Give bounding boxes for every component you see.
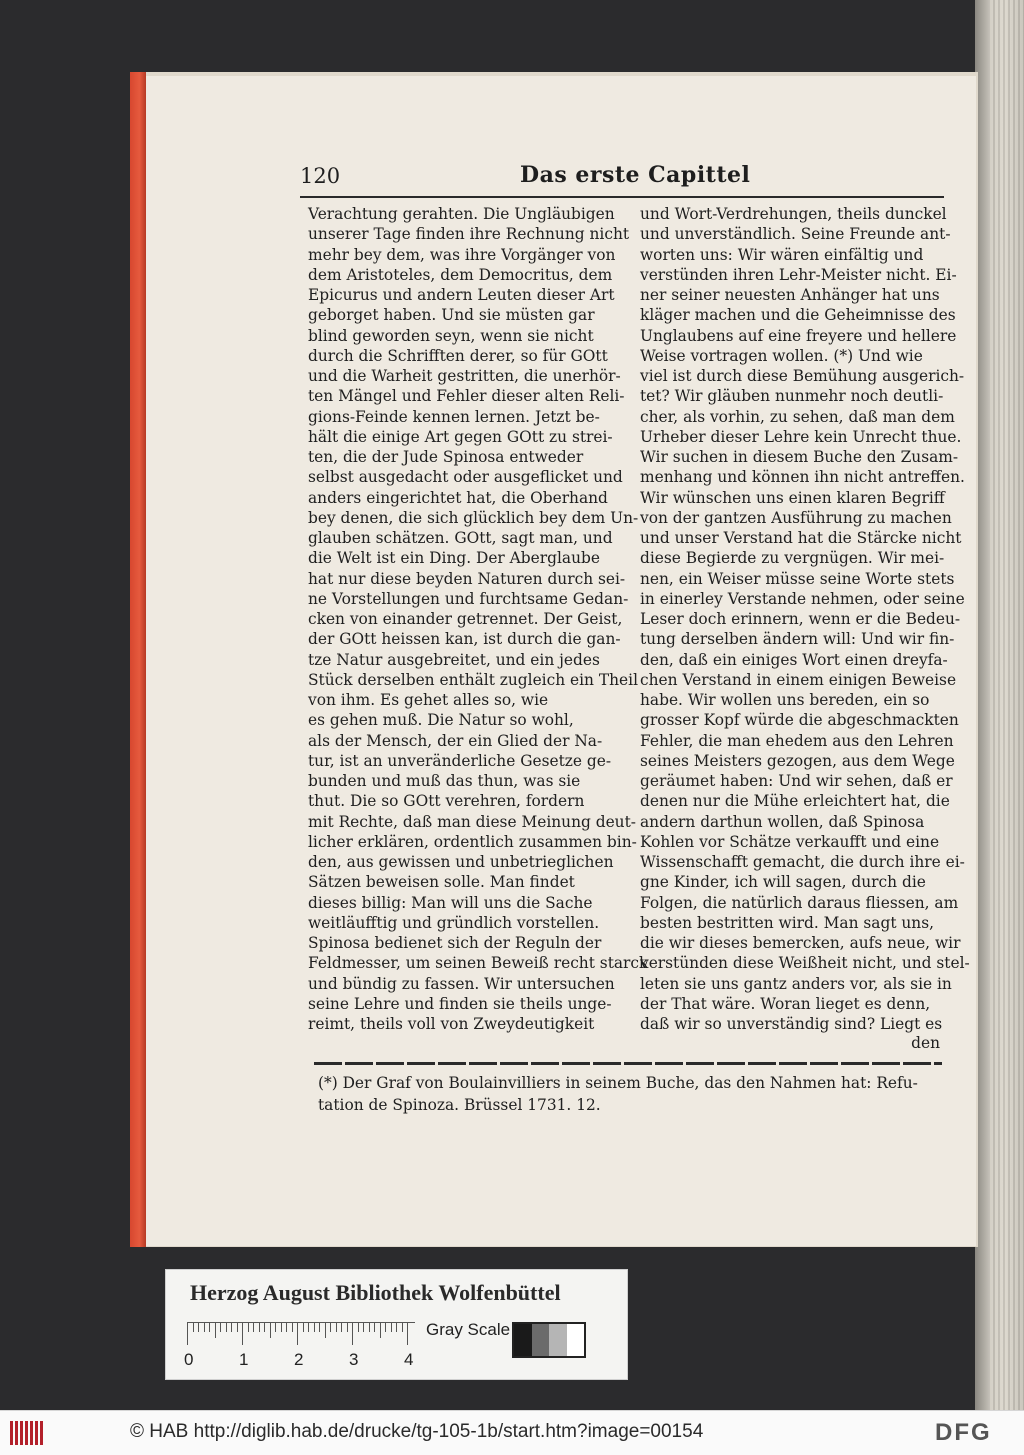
credit-text[interactable]: © HAB http://diglib.hab.de/drucke/tg-105-1b/start.htm?image=00154 bbox=[130, 1421, 704, 1442]
right-text-column bbox=[640, 204, 970, 1034]
ruler-tick bbox=[270, 1323, 271, 1338]
ruler-tick bbox=[297, 1323, 298, 1345]
gray-swatch-cell bbox=[549, 1324, 567, 1356]
text-line: geräumet haben: Und wir sehen, daß er bbox=[640, 772, 953, 790]
page-stack-edge bbox=[990, 0, 1024, 1410]
ruler-label: 3 bbox=[349, 1350, 359, 1369]
page-number: 120 bbox=[300, 164, 341, 188]
text-line: Wir suchen in diesem Buche den Zusam- bbox=[640, 448, 959, 466]
ruler-tick bbox=[231, 1323, 232, 1332]
text-line: Fehler, die man ehedem aus den Lehren bbox=[640, 731, 954, 750]
text-line: Urheber dieser Lehre kein Unrecht thue. bbox=[640, 427, 962, 446]
running-title: Das erste Capittel bbox=[520, 162, 751, 188]
text-line: Epicurus und andern Leuten dieser Art bbox=[308, 286, 615, 304]
ruler-tick bbox=[193, 1323, 194, 1332]
ruler-label: 2 bbox=[294, 1350, 304, 1369]
red-page-edge bbox=[130, 72, 146, 1247]
text-line: viel ist durch diese Bemühung ausgerich- bbox=[640, 367, 965, 385]
text-line: es gehen muß. Die Natur so wohl, bbox=[308, 711, 574, 730]
text-line: Kohlen vor Schätze verkaufft und eine bbox=[640, 832, 940, 851]
text-line: selbst ausgedacht oder ausgeflicket und bbox=[308, 468, 623, 487]
ruler-tick bbox=[341, 1323, 342, 1332]
text-line: ner seiner neuesten Anhänger hat uns bbox=[640, 286, 940, 304]
ruler-label: 4 bbox=[404, 1350, 414, 1369]
page-header bbox=[300, 162, 940, 192]
text-line: ne Vorstellungen und furchtsame Gedan- bbox=[308, 589, 629, 608]
text-line: Spinosa bedienet sich der Reguln der bbox=[308, 934, 602, 952]
ruler-tick bbox=[402, 1323, 403, 1332]
footnote-line: tation de Spinoza. Brüssel 1731. 12. bbox=[318, 1096, 601, 1114]
measurement-ruler bbox=[187, 1322, 415, 1345]
text-line: Leser doch erinnern, wenn er die Bedeu- bbox=[640, 610, 961, 628]
text-line: Wir wünschen uns einen klaren Begriff bbox=[640, 488, 945, 507]
ruler-tick bbox=[237, 1323, 238, 1332]
gray-swatch-cell bbox=[514, 1324, 532, 1356]
ruler-tick bbox=[336, 1323, 337, 1332]
text-line: reimt, theils voll von Zweydeutigkeit bbox=[308, 1015, 595, 1033]
text-line: nen, ein Weiser müsse seine Worte stets bbox=[640, 569, 955, 588]
text-line: Weise vortragen wollen. (*) Und wie bbox=[640, 346, 923, 365]
text-line: dem Aristoteles, dem Democritus, dem bbox=[308, 265, 613, 284]
catchword: den bbox=[911, 1034, 940, 1052]
ruler-tick bbox=[204, 1323, 205, 1332]
text-line: tung derselben ändern will: Und wir fin- bbox=[640, 630, 955, 649]
text-line: dieses billig: Man will uns die Sache bbox=[308, 893, 593, 912]
text-line: thut. Die so GOtt verehren, fordern bbox=[308, 792, 585, 811]
text-line: als der Mensch, der ein Glied der Na- bbox=[308, 731, 603, 750]
text-line: ten Mängel und Fehler dieser alten Reli- bbox=[308, 387, 625, 406]
text-line: grosser Kopf würde die abgeschmackten bbox=[640, 711, 959, 730]
text-line: verstünden ihren Lehr-Meister nicht. Ei- bbox=[640, 265, 957, 284]
footnote-rule bbox=[314, 1062, 942, 1065]
color-calibration-card bbox=[165, 1269, 628, 1380]
text-line: Feldmesser, um seinen Beweiß recht starck bbox=[308, 954, 649, 973]
ruler-tick bbox=[319, 1323, 320, 1332]
text-line: in einerley Verstande nehmen, oder seine bbox=[640, 589, 965, 608]
ruler-tick bbox=[264, 1323, 265, 1332]
text-line: und bündig zu fassen. Wir untersuchen bbox=[308, 974, 615, 993]
text-line: weitläufftig und gründlich vorstellen. bbox=[308, 913, 600, 932]
text-line: und unser Verstand hat die Stärcke nicht bbox=[640, 529, 962, 547]
text-line: die wir dieses bemercken, aufs neue, wir bbox=[640, 934, 961, 952]
hab-barcode-logo-icon bbox=[10, 1421, 44, 1445]
text-line: und unverständlich. Seine Freunde ant- bbox=[640, 225, 951, 244]
ruler-tick bbox=[352, 1323, 353, 1345]
ruler-tick bbox=[308, 1323, 309, 1332]
text-line: hält die einige Art gegen GOtt zu strei- bbox=[308, 427, 613, 446]
ruler-tick bbox=[369, 1323, 370, 1332]
text-line: anders eingerichtet hat, die Oberhand bbox=[308, 488, 608, 507]
ruler-tick bbox=[363, 1323, 364, 1332]
text-line: glauben schätzen. GOtt, sagt man, und bbox=[308, 529, 613, 547]
ruler-tick bbox=[396, 1323, 397, 1332]
ruler-tick bbox=[215, 1323, 216, 1338]
text-line: geborget haben. Und sie müsten gar bbox=[308, 306, 595, 325]
ruler-tick bbox=[220, 1323, 221, 1332]
text-line: und Wort-Verdrehungen, theils dunckel bbox=[640, 205, 947, 223]
ruler-tick bbox=[209, 1323, 210, 1332]
text-line: tur, ist an unveränderliche Gesetze ge- bbox=[308, 751, 612, 770]
text-line: von der gantzen Ausführung zu machen bbox=[640, 508, 952, 527]
ruler-tick bbox=[281, 1323, 282, 1332]
header-rule bbox=[300, 196, 944, 198]
text-line: seines Meisters gezogen, aus dem Wege bbox=[640, 751, 955, 770]
gray-swatch-cell bbox=[567, 1324, 585, 1356]
text-line: und die Warheit gestritten, die unerhör- bbox=[308, 367, 621, 385]
text-line: mit Rechte, daß man diese Meinung deut- bbox=[308, 812, 636, 831]
text-line: Unglaubens auf eine freyere und hellere bbox=[640, 326, 957, 345]
ruler-tick bbox=[407, 1323, 408, 1345]
ruler-tick bbox=[391, 1323, 392, 1332]
text-line: blind geworden seyn, wenn sie nicht bbox=[308, 326, 594, 345]
text-line: daß wir so unverständig sind? Liegt es bbox=[640, 1015, 943, 1033]
text-line: cher, als vorhin, zu sehen, daß man dem bbox=[640, 407, 955, 426]
ruler-label: 1 bbox=[239, 1350, 249, 1369]
text-line: verstünden diese Weißheit nicht, und stel- bbox=[640, 954, 970, 973]
text-line: der GOtt heissen kan, ist durch die gan- bbox=[308, 630, 621, 649]
footnote bbox=[318, 1072, 940, 1116]
ruler-tick bbox=[286, 1323, 287, 1332]
ruler-tick bbox=[358, 1323, 359, 1332]
ruler-tick bbox=[242, 1323, 243, 1345]
text-line: der That wäre. Woran lieget es denn, bbox=[640, 994, 931, 1013]
text-line: cken von einander getrennet. Der Geist, bbox=[308, 610, 623, 628]
ruler-tick bbox=[314, 1323, 315, 1332]
ruler-tick bbox=[380, 1323, 381, 1338]
ruler-tick bbox=[292, 1323, 293, 1332]
ruler-tick bbox=[330, 1323, 331, 1332]
text-line: den, daß ein einiges Wort einen dreyfa- bbox=[640, 650, 948, 669]
ruler-tick bbox=[303, 1323, 304, 1332]
text-line: von ihm. Es gehet alles so, wie bbox=[308, 691, 549, 709]
text-line: gne Kinder, ich will sagen, durch die bbox=[640, 873, 926, 892]
text-line: licher erklären, ordentlich zusammen bin- bbox=[308, 832, 637, 851]
text-line: bunden und muß das thun, was sie bbox=[308, 772, 581, 790]
card-title: Herzog August Bibliothek Wolfenbüttel bbox=[190, 1280, 561, 1305]
ruler-tick bbox=[198, 1323, 199, 1332]
text-line: seine Lehre und finden sie theils unge- bbox=[308, 994, 612, 1013]
text-line: Folgen, die natürlich daraus fliessen, am bbox=[640, 893, 959, 912]
text-line: denen nur die Mühe erleichtert hat, die bbox=[640, 792, 950, 811]
text-line: leten sie uns gantz anders vor, als sie in bbox=[640, 974, 952, 993]
text-line: besten bestritten wird. Man sagt uns, bbox=[640, 913, 935, 932]
text-line: tze Natur ausgebreitet, und ein jedes bbox=[308, 650, 600, 669]
ruler-tick bbox=[187, 1323, 188, 1345]
text-line: diese Begierde zu vergnügen. Wir mei- bbox=[640, 549, 945, 568]
ruler-tick bbox=[385, 1323, 386, 1332]
ruler-tick bbox=[248, 1323, 249, 1332]
text-line: bey denen, die sich glücklich bey dem Un- bbox=[308, 508, 639, 527]
text-line: Stück derselben enthält zugleich ein Theil bbox=[308, 670, 638, 689]
footnote-line: (*) Der Graf von Boulainvilliers in seinem Buche, das den Nahmen hat: Refu- bbox=[318, 1074, 918, 1092]
text-line: kläger machen und die Geheimnisse des bbox=[640, 306, 956, 325]
text-line: tet? Wir gläuben nunmehr noch deutli- bbox=[640, 387, 944, 406]
ruler-tick bbox=[275, 1323, 276, 1332]
text-line: mehr bey dem, was ihre Vorgänger von bbox=[308, 245, 616, 264]
left-text-column bbox=[308, 204, 649, 1034]
ruler-tick bbox=[374, 1323, 375, 1332]
dfg-logo: DFG bbox=[935, 1419, 992, 1446]
text-line: hat nur diese beyden Naturen durch sei- bbox=[308, 569, 626, 588]
text-line: Verachtung gerahten. Die Ungläubigen bbox=[308, 205, 615, 223]
text-line: den, aus gewissen und unbetrieglichen bbox=[308, 853, 614, 871]
text-line: unserer Tage finden ihre Rechnung nicht bbox=[308, 225, 630, 244]
text-line: Sätzen beweisen solle. Man findet bbox=[308, 873, 575, 892]
text-line: gions-Feinde kennen lernen. Jetzt be- bbox=[308, 407, 600, 426]
gray-scale-swatch bbox=[512, 1322, 586, 1358]
text-line: chen Verstand in einem einigen Beweise bbox=[640, 670, 957, 689]
text-line: Wissenschafft gemacht, die durch ihre ei- bbox=[640, 853, 965, 871]
text-line: andern darthun wollen, daß Spinosa bbox=[640, 812, 925, 831]
ruler-tick bbox=[253, 1323, 254, 1332]
gray-scale-label: Gray Scale bbox=[426, 1320, 511, 1339]
ruler-tick bbox=[347, 1323, 348, 1332]
text-line: worten uns: Wir wären einfältig und bbox=[640, 245, 924, 264]
text-line: menhang und können ihn nicht antreffen. bbox=[640, 468, 965, 487]
text-line: habe. Wir wollen uns bereden, ein so bbox=[640, 691, 930, 709]
text-line: ten, die der Jude Spinosa entweder bbox=[308, 448, 584, 466]
footer-bar bbox=[0, 1410, 1024, 1455]
gray-swatch-cell bbox=[532, 1324, 550, 1356]
ruler-tick bbox=[259, 1323, 260, 1332]
text-line: durch die Schrifften derer, so für GOtt bbox=[308, 346, 608, 365]
ruler-tick bbox=[226, 1323, 227, 1332]
text-line: die Welt ist ein Ding. Der Aberglaube bbox=[308, 549, 600, 568]
ruler-tick bbox=[325, 1323, 326, 1338]
ruler-label: 0 bbox=[184, 1350, 194, 1369]
ruler-labels bbox=[184, 1350, 444, 1370]
